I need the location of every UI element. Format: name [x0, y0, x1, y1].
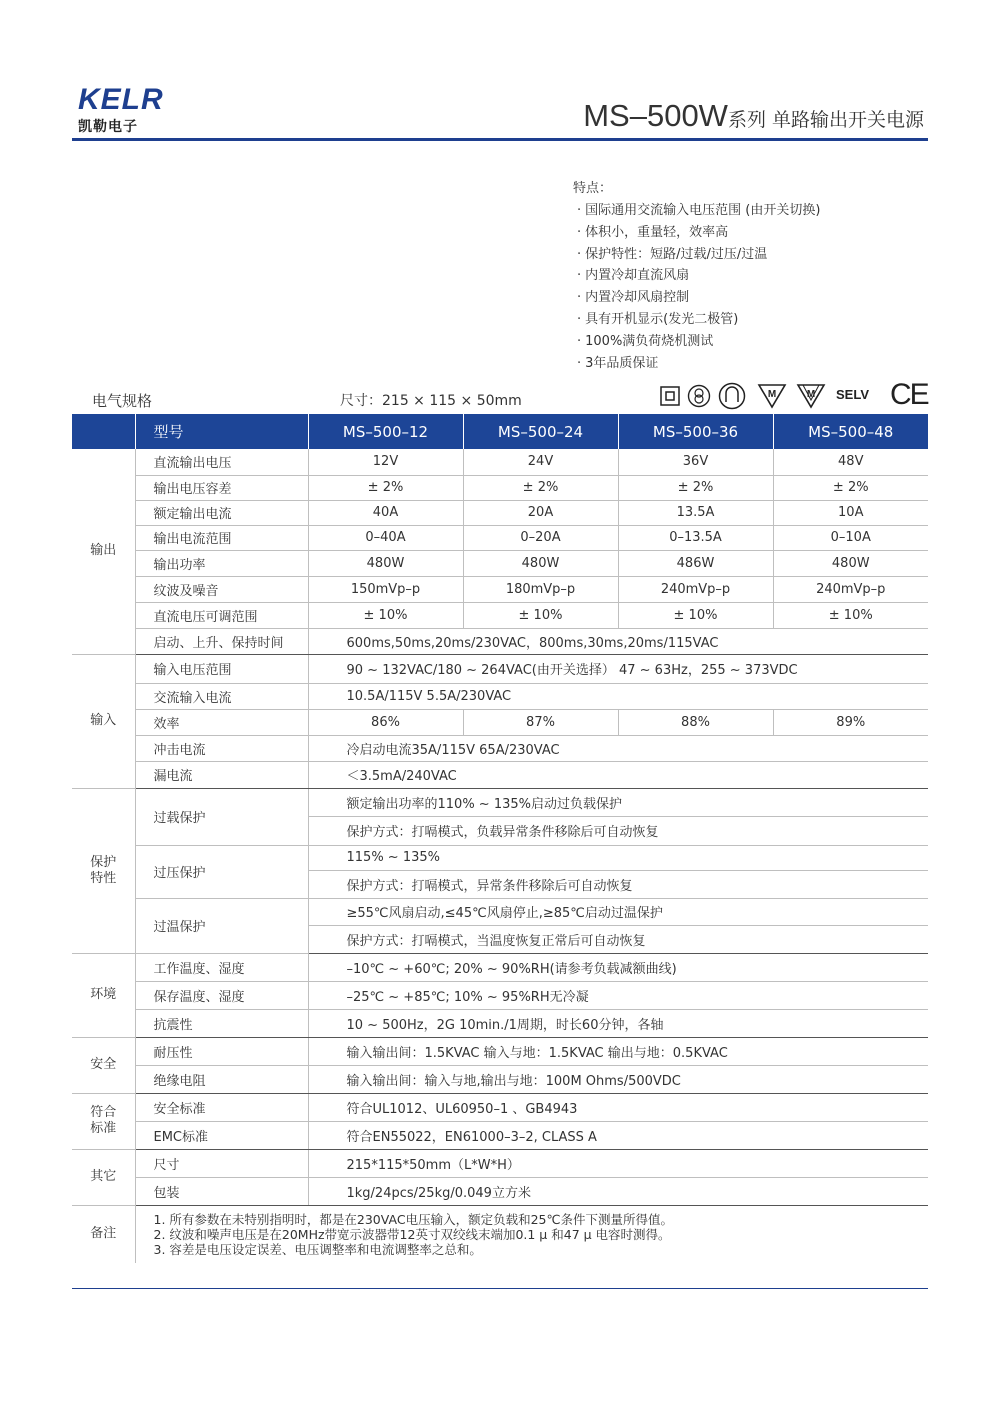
note-line: 1. 所有参数在未特别指明时，都是在230VAC电压输入，额定负载和25℃条件下测量所得值。: [153, 1211, 674, 1227]
feature-item: · 3年品质保证: [573, 353, 820, 375]
certification-marks: [660, 380, 930, 412]
table-row: [72, 576, 928, 602]
features-list: [573, 178, 820, 374]
category-protection: [72, 788, 135, 953]
value-cell: ± 2%: [463, 475, 618, 500]
param-label: 过压保护: [135, 845, 308, 898]
value-cell: 符合EN55022，EN61000–3–2, CLASS A: [308, 1121, 928, 1149]
value-cell: –25℃ ~ +85℃; 10% ~ 95%RH无冷凝: [308, 981, 928, 1009]
header-blank: [72, 414, 135, 449]
table-row: [72, 475, 928, 500]
feature-item: · 内置冷却直流风扇: [573, 265, 820, 287]
param-label: 输出功率: [135, 550, 308, 576]
value-cell: 240mVp–p: [618, 576, 773, 602]
title-suffix: 系列 单路输出开关电源: [727, 109, 924, 131]
notes-cell: [135, 1205, 928, 1263]
param-label: 输出电流范围: [135, 525, 308, 550]
furniture-mark-letter: M: [767, 389, 777, 400]
value-cell: 输入输出间：1.5KVAC 输入与地：1.5KVAC 输出与地：0.5KVAC: [308, 1037, 928, 1065]
param-label: 启动、上升、保持时间: [135, 628, 308, 654]
category-compliance: [72, 1093, 135, 1149]
param-label: 过载保护: [135, 788, 308, 845]
furniture-mark-icon: [796, 383, 826, 409]
value-cell: ± 2%: [618, 475, 773, 500]
transformer-symbol-icon: [718, 382, 746, 410]
value-cell: 0–20A: [463, 525, 618, 550]
value-cell: ± 10%: [308, 602, 463, 628]
page-title: [583, 98, 924, 134]
value-cell: 1kg/24pcs/25kg/0.049立方米: [308, 1177, 928, 1205]
param-label: 直流电压可调范围: [135, 602, 308, 628]
param-label: 纹波及噪音: [135, 576, 308, 602]
logo-text: KELR: [78, 83, 164, 116]
header-model-label: 型号: [135, 414, 308, 449]
category-other: 其它: [72, 1149, 135, 1205]
table-row: [72, 1121, 928, 1149]
value-cell: 40A: [308, 500, 463, 525]
spec-table: [72, 414, 928, 1263]
param-label: 尺寸: [135, 1149, 308, 1177]
param-label: 工作温度、湿度: [135, 953, 308, 981]
category-compliance-label: 符合标准: [90, 1105, 117, 1136]
value-cell: 89%: [773, 709, 928, 735]
value-cell: 0–10A: [773, 525, 928, 550]
param-label: EMC标准: [135, 1121, 308, 1149]
value-cell: 13.5A: [618, 500, 773, 525]
double-insulation-icon: [660, 386, 680, 406]
header-model: MS–500–48: [773, 414, 928, 449]
value-cell: 480W: [463, 550, 618, 576]
param-label: 安全标准: [135, 1093, 308, 1121]
selv-mark: SELV: [836, 387, 869, 402]
feature-item: · 具有开机显示(发光二极管): [573, 309, 820, 331]
spec-label: 电气规格: [92, 392, 153, 410]
value-cell: –10℃ ~ +60℃; 20% ~ 90%RH(请参考负载减额曲线): [308, 953, 928, 981]
table-row: [72, 1177, 928, 1205]
value-cell: 115% ~ 135%: [308, 845, 928, 870]
param-label: 效率: [135, 709, 308, 735]
table-row: [72, 898, 928, 925]
value-cell: 86%: [308, 709, 463, 735]
value-cell: ± 2%: [773, 475, 928, 500]
table-row: [72, 735, 928, 761]
value-cell: 保护方式：打嗝模式，异常条件移除后可自动恢复: [308, 870, 928, 898]
table-row: [72, 788, 928, 816]
value-cell: 20A: [463, 500, 618, 525]
table-row: [72, 654, 928, 683]
table-row: [72, 683, 928, 709]
value-cell: 0–40A: [308, 525, 463, 550]
feature-item: · 内置冷却风扇控制: [573, 287, 820, 309]
furniture-mark-icon: [757, 383, 787, 409]
value-cell: 额定输出功率的110% ~ 135%启动过负载保护: [308, 788, 928, 816]
notes-row: [72, 1205, 928, 1263]
param-label: 过温保护: [135, 898, 308, 953]
param-label: 绝缘电阻: [135, 1065, 308, 1093]
value-cell: 90 ~ 132VAC/180 ~ 264VAC(由开关选择） 47 ~ 63Hz，255 ~ 373VDC: [308, 654, 928, 683]
header-model: MS–500–12: [308, 414, 463, 449]
table-row: [72, 845, 928, 870]
table-row: [72, 1037, 928, 1065]
value-cell: 冷启动电流35A/115V 65A/230VAC: [308, 735, 928, 761]
table-row: [72, 709, 928, 735]
table-row: [72, 981, 928, 1009]
category-environment: 环境: [72, 953, 135, 1037]
feature-item: · 国际通用交流输入电压范围 (由开关切换): [573, 200, 820, 222]
feature-item: · 保护特性：短路/过载/过压/过温: [573, 244, 820, 266]
category-output: 输出: [72, 449, 135, 654]
value-cell: 10 ~ 500Hz，2G 10min./1周期，时长60分钟，各轴: [308, 1009, 928, 1037]
value-cell: 480W: [308, 550, 463, 576]
param-label: 耐压性: [135, 1037, 308, 1065]
table-row: [72, 1065, 928, 1093]
size-label: 尺寸：215 × 115 × 50mm: [340, 393, 522, 409]
table-row: [72, 500, 928, 525]
param-label: 输出电压容差: [135, 475, 308, 500]
safety-transformer-icon: [687, 384, 711, 408]
table-row: [72, 602, 928, 628]
header-rule: [72, 138, 928, 141]
table-row: [72, 1149, 928, 1177]
feature-item: · 100%满负荷烧机测试: [573, 331, 820, 353]
value-cell: 480W: [773, 550, 928, 576]
value-cell: 保护方式：打嗝模式，当温度恢复正常后可自动恢复: [308, 925, 928, 953]
header-model: MS–500–24: [463, 414, 618, 449]
param-label: 额定输出电流: [135, 500, 308, 525]
ce-mark: CE: [890, 378, 928, 411]
feature-item: · 体积小，重量轻，效率高: [573, 222, 820, 244]
value-cell: 符合UL1012、UL60950–1 、GB4943: [308, 1093, 928, 1121]
header-model: MS–500–36: [618, 414, 773, 449]
category-notes: 备注: [72, 1205, 135, 1263]
brand-logo: [78, 83, 164, 136]
note-line: 2. 纹波和噪声电压是在20MHz带宽示波器带12英寸双绞线末端加0.1 μ 和47 μ 电容时测得。: [153, 1226, 671, 1242]
param-label: 漏电流: [135, 761, 308, 788]
value-cell: 486W: [618, 550, 773, 576]
furniture-mark-letter: M: [806, 389, 816, 400]
value-cell: 240mVp–p: [773, 576, 928, 602]
value-cell: ≥55℃风扇启动,≤45℃风扇停止,≥85℃启动过温保护: [308, 898, 928, 925]
value-cell: 150mVp–p: [308, 576, 463, 602]
param-label: 包装: [135, 1177, 308, 1205]
value-cell: ± 10%: [618, 602, 773, 628]
value-cell: 36V: [618, 449, 773, 475]
table-row: [72, 550, 928, 576]
note-line: 3. 容差是电压设定误差、电压调整率和电流调整率之总和。: [153, 1241, 482, 1257]
value-cell: 215*115*50mm（L*W*H）: [308, 1149, 928, 1177]
value-cell: 88%: [618, 709, 773, 735]
value-cell: 输入输出间：输入与地,输出与地：100M Ohms/500VDC: [308, 1065, 928, 1093]
value-cell: ± 10%: [463, 602, 618, 628]
value-cell: 0–13.5A: [618, 525, 773, 550]
category-protection-label: 保护特性: [90, 854, 117, 886]
param-label: 输入电压范围: [135, 654, 308, 683]
value-cell: 48V: [773, 449, 928, 475]
param-label: 冲击电流: [135, 735, 308, 761]
table-row: [72, 628, 928, 654]
param-label: 保存温度、湿度: [135, 981, 308, 1009]
table-row: [72, 449, 928, 475]
table-row: [72, 1009, 928, 1037]
value-cell: 保护方式：打嗝模式，负载异常条件移除后可自动恢复: [308, 816, 928, 845]
notes-list: [136, 1206, 929, 1257]
title-model: MS–500W: [583, 98, 728, 133]
table-row: [72, 1093, 928, 1121]
table-row: [72, 953, 928, 981]
param-label: 交流输入电流: [135, 683, 308, 709]
table-header-row: [72, 414, 928, 449]
value-cell: 12V: [308, 449, 463, 475]
value-cell: 10A: [773, 500, 928, 525]
table-row: [72, 525, 928, 550]
value-cell: 180mVp–p: [463, 576, 618, 602]
value-cell: 600ms,50ms,20ms/230VAC，800ms,30ms,20ms/115VAC: [308, 628, 928, 654]
value-cell: ＜3.5mA/240VAC: [308, 761, 928, 788]
footer-rule: [72, 1288, 928, 1289]
category-input: 输入: [72, 654, 135, 788]
value-cell: ± 2%: [308, 475, 463, 500]
value-cell: 87%: [463, 709, 618, 735]
param-label: 抗震性: [135, 1009, 308, 1037]
param-label: 直流输出电压: [135, 449, 308, 475]
value-cell: 24V: [463, 449, 618, 475]
value-cell: ± 10%: [773, 602, 928, 628]
company-name: 凯勒电子: [78, 119, 138, 135]
features-title: 特点：: [573, 181, 613, 196]
category-safety: 安全: [72, 1037, 135, 1093]
value-cell: 10.5A/115V 5.5A/230VAC: [308, 683, 928, 709]
table-row: [72, 761, 928, 788]
